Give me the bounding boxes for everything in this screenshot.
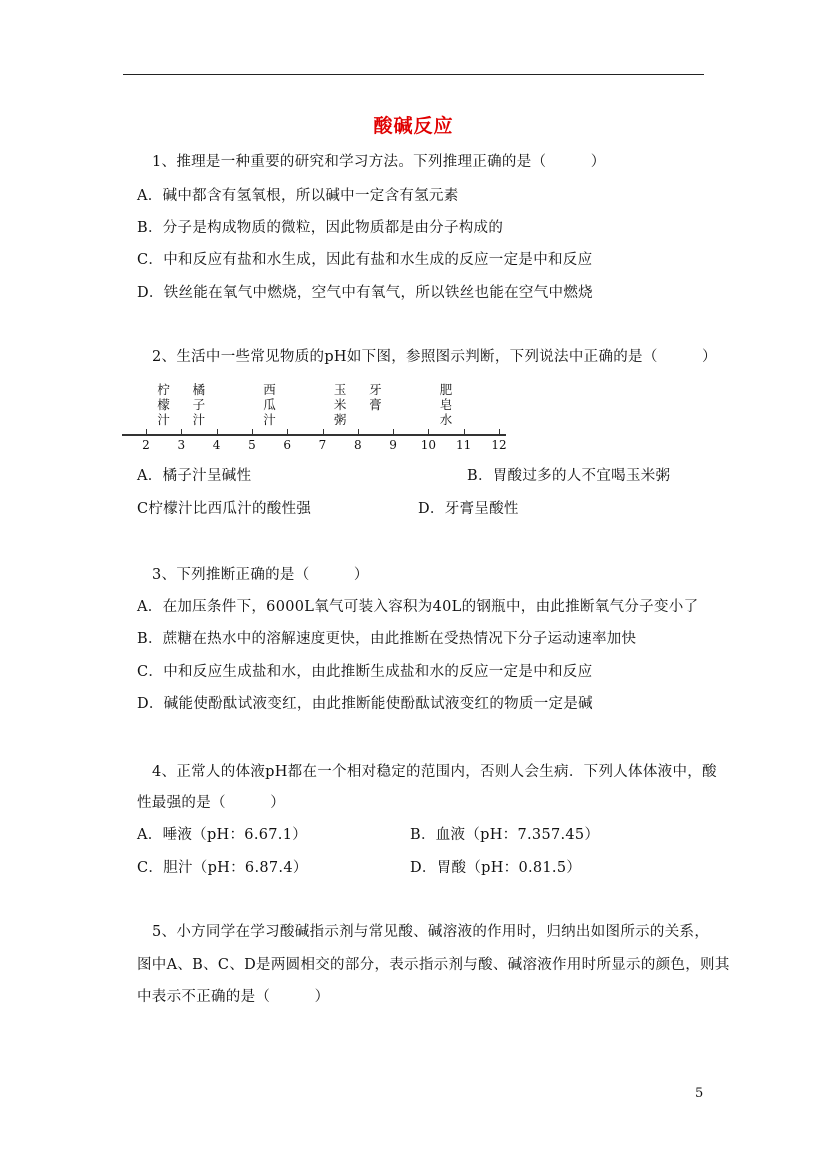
q3-stem: 3、下列推断正确的是（ ） [152, 567, 369, 583]
ph-tick-label: 11 [456, 438, 472, 452]
q2-option-a: A．橘子汁呈碱性 [137, 468, 252, 484]
q4-option-a: A．唾液（pH：6.67.1） [137, 827, 308, 843]
q1-option-d: D．铁丝能在氧气中燃烧，空气中有氧气，所以铁丝也能在空气中燃烧 [137, 285, 593, 301]
q3-option-c: C．中和反应生成盐和水，由此推断生成盐和水的反应一定是中和反应 [137, 664, 593, 680]
q3-option-a: A．在加压条件下，6000L氧气可装入容积为40L的钢瓶中，由此推断氧气分子变小了 [137, 599, 699, 615]
q3-option-d: D．碱能使酚酞试液变红，由此推断能使酚酞试液变红的物质一定是碱 [137, 696, 593, 712]
ph-tick-label: 7 [318, 438, 327, 452]
q1-stem: 1、推理是一种重要的研究和学习方法。下列推理正确的是（ ） [152, 154, 606, 170]
ph-tick-label: 4 [212, 438, 221, 452]
ph-tick-label: 12 [491, 438, 507, 452]
q2-stem: 2、生活中一些常见物质的pH如下图，参照图示判断，下列说法中正确的是（ ） [152, 349, 717, 365]
substance-label: 橘子汁 [192, 382, 206, 427]
ph-tick [428, 429, 429, 436]
ph-tick [393, 429, 394, 436]
ph-tick-label: 3 [177, 438, 186, 452]
ph-axis-line [122, 434, 506, 436]
header-rule [123, 74, 704, 75]
q4-option-d: D．胃酸（pH：0.81.5） [410, 860, 582, 876]
ph-tick-label: 6 [283, 438, 291, 452]
ph-tick-label: 9 [389, 438, 397, 452]
ph-tick [146, 429, 147, 436]
ph-tick [323, 429, 324, 436]
q5-stem-line1: 5、小方同学在学习酸碱指示剂与常见酸、碱溶液的作用时，归纳出如图所示的关系， [152, 924, 710, 940]
ph-tick-label: 10 [420, 438, 437, 452]
ph-tick [252, 429, 253, 436]
q1-option-b: B．分子是构成物质的微粒，因此物质都是由分子构成的 [137, 220, 504, 236]
ph-tick-label: 8 [353, 438, 362, 452]
q5-stem-line3: 中表示不正确的是（ ） [137, 989, 330, 1005]
q4-option-b: B．血液（pH：7.357.45） [410, 827, 600, 843]
q4-stem-line2: 性最强的是（ ） [137, 795, 285, 811]
ph-tick-label: 5 [248, 438, 256, 452]
ph-tick [358, 429, 359, 436]
q2-option-d: D．牙膏呈酸性 [418, 501, 519, 517]
substance-label: 西瓜汁 [263, 382, 276, 427]
q2-option-b: B．胃酸过多的人不宜喝玉米粥 [467, 468, 671, 484]
ph-tick [499, 429, 500, 436]
ph-tick-label: 2 [142, 438, 150, 452]
ph-tick [181, 429, 182, 436]
q2-option-c: C柠檬汁比西瓜汁的酸性强 [137, 501, 312, 517]
substance-label: 玉米粥 [333, 382, 347, 427]
q3-option-b: B．蔗糖在热水中的溶解速度更快，由此推断在受热情况下分子运动速率加快 [137, 631, 637, 647]
q1-option-a: A．碱中都含有氢氧根，所以碱中一定含有氢元素 [137, 188, 459, 204]
q4-option-c: C．胆汁（pH：6.87.4） [137, 860, 308, 876]
q5-stem-line2: 图中A、B、C、D是两圆相交的部分，表示指示剂与酸、碱溶液作用时所显示的颜色，则其 [137, 957, 730, 973]
substance-label: 柠檬汁 [157, 382, 170, 427]
ph-tick [287, 429, 288, 436]
q4-stem-line1: 4、正常人的体液pH都在一个相对稳定的范围内，否则人会生病．下列人体体液中，酸 [152, 764, 717, 780]
q1-option-c: C．中和反应有盐和水生成，因此有盐和水生成的反应一定是中和反应 [137, 252, 593, 268]
ph-scale-diagram [122, 382, 506, 454]
substance-label: 肥皂水 [439, 382, 453, 427]
page-title: 酸碱反应 [373, 115, 454, 137]
ph-tick [217, 429, 218, 436]
page-number: 5 [695, 1086, 704, 1101]
substance-label: 牙膏 [369, 382, 382, 412]
ph-tick [464, 429, 465, 436]
